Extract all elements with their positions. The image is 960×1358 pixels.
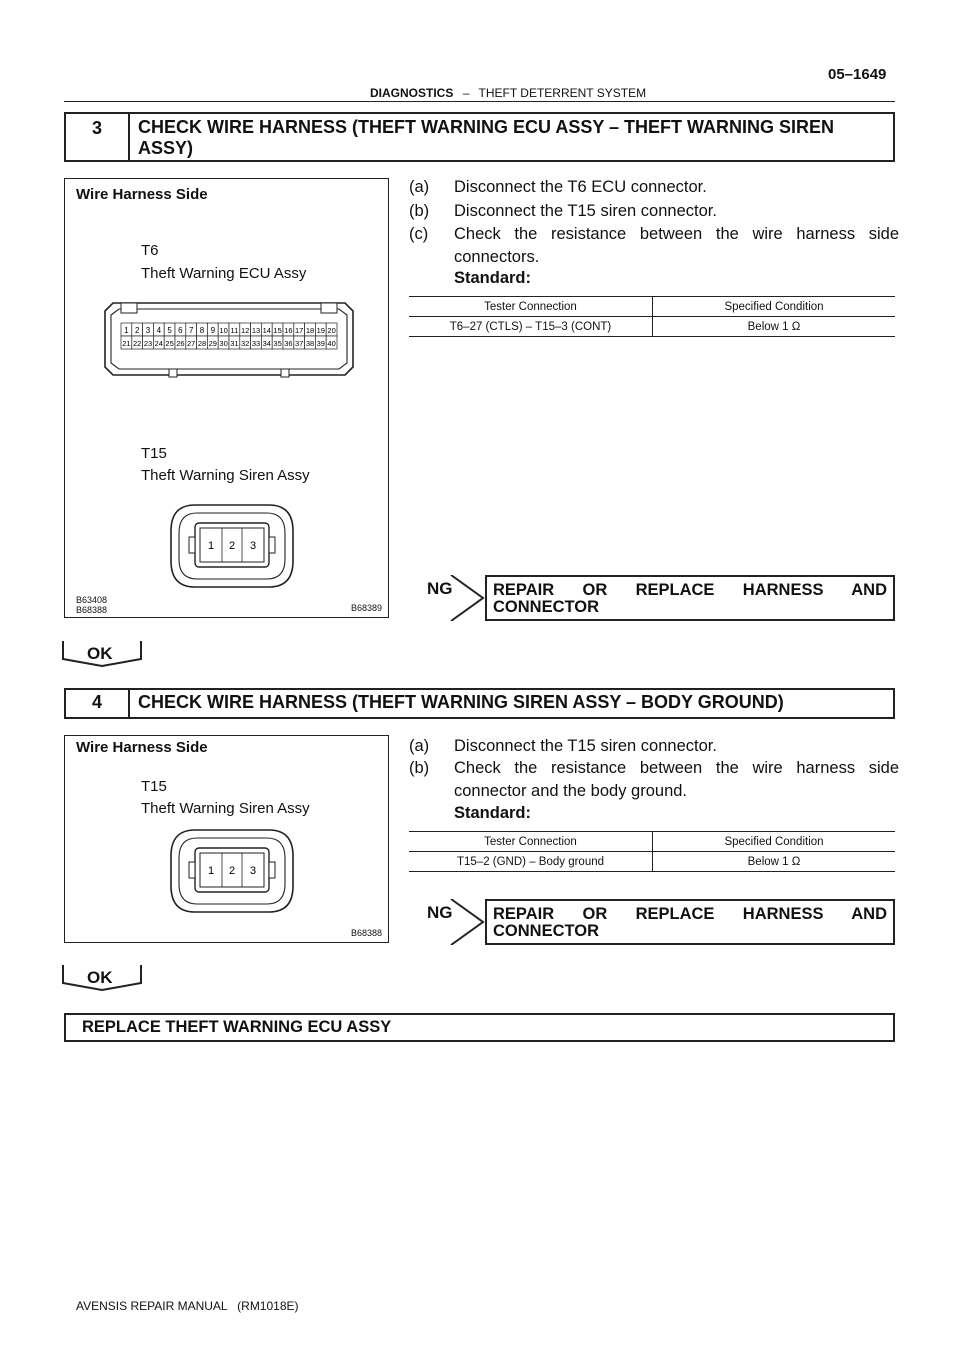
- step4-number: 4: [66, 690, 130, 717]
- step4-instruction-b: (b) Check the resistance between the wire harness side connector and the body ground.: [409, 759, 899, 800]
- page-number: 05–1649: [828, 66, 887, 83]
- t6-pin-number: 4: [156, 326, 162, 335]
- t6-pin-number: 10: [219, 326, 228, 335]
- t6-name: Theft Warning ECU Assy: [141, 265, 307, 282]
- ng-action-text: REPAIR OR REPLACE HARNESS AND CONNECTOR: [485, 899, 895, 945]
- t6-pin-number: 33: [251, 339, 261, 348]
- t6-pin-number: 40: [327, 339, 336, 348]
- t6-pin-number: 9: [210, 326, 216, 335]
- step4-standard-label: Standard:: [454, 804, 532, 822]
- t6-pin-number: 34: [262, 339, 271, 348]
- ng-label: NG: [427, 579, 453, 598]
- t15-connector-diagram-1: [167, 501, 297, 591]
- t6-pin-number: 2: [134, 326, 140, 335]
- step4-ng-box: [409, 899, 895, 945]
- ng-label: NG: [427, 903, 453, 922]
- t6-pin-number: 31: [230, 339, 239, 348]
- step3-number: 3: [66, 114, 130, 160]
- running-header: [370, 86, 646, 100]
- t15-pin-2: 2: [228, 865, 236, 877]
- step3-instruction-c: (c) Check the resistance between the wire harness side connectors.: [409, 225, 899, 266]
- t6-pin-number: 1: [124, 326, 129, 335]
- t15-pin-3: 3: [249, 865, 257, 877]
- t6-pin-number: 14: [262, 326, 271, 335]
- t6-pin-number: 23: [143, 339, 153, 348]
- ok-marker-1: [62, 641, 142, 667]
- figure-code-right: B68389: [351, 603, 383, 613]
- t6-pin-number: 17: [295, 326, 304, 335]
- step4-title: CHECK WIRE HARNESS (THEFT WARNING SIREN ASSY – BODY GROUND): [138, 692, 784, 712]
- step3-instruction-b: (b) Disconnect the T15 siren connector.: [409, 202, 717, 220]
- t6-pin-number: 21: [122, 339, 131, 348]
- ng-action-text: REPAIR OR REPLACE HARNESS AND CONNECTOR: [485, 575, 895, 621]
- ok-label: OK: [87, 644, 113, 663]
- footer-manual-title: AVENSIS REPAIR MANUAL (RM1018E): [76, 1299, 299, 1313]
- step3-title: CHECK WIRE HARNESS (THEFT WARNING ECU ASSY – THEFT WARNING SIREN ASSY): [138, 117, 835, 158]
- step3-figure: [64, 178, 389, 618]
- step3-title-box: [64, 112, 895, 162]
- t15-pin-1: 1: [207, 540, 215, 552]
- t6-pin-number: 11: [230, 326, 239, 335]
- t6-pin-number: 32: [241, 339, 250, 348]
- t6-pin-number: 35: [273, 339, 282, 348]
- ok-label: OK: [87, 968, 113, 987]
- t6-pin-number: 15: [273, 326, 282, 335]
- t6-pin-number: 16: [284, 326, 293, 335]
- t6-pin-number: 13: [251, 326, 261, 335]
- figure-code-left-1: B63408: [76, 595, 108, 605]
- t6-pin-number: 25: [165, 339, 174, 348]
- step3-standard-label: Standard:: [454, 269, 532, 287]
- t15-name: Theft Warning Siren Assy: [141, 800, 310, 817]
- t6-pin-number: 3: [145, 326, 151, 335]
- t6-pin-number: 18: [305, 326, 315, 335]
- t6-pin-number: 27: [187, 339, 196, 348]
- spec-cell: T15–2 (GND) – Body ground: [409, 852, 653, 872]
- step4-title-box: [64, 688, 895, 719]
- t6-pin-number: 28: [197, 339, 207, 348]
- spec-header-connection: Tester Connection: [409, 297, 653, 317]
- spec-header-connection: Tester Connection: [409, 832, 653, 852]
- spec-cell: Below 1 Ω: [653, 317, 896, 337]
- t6-pin-number: 22: [133, 339, 142, 348]
- step4-figure: [64, 735, 389, 943]
- header-rule: [64, 101, 895, 102]
- figure-code-right: B68388: [351, 928, 383, 938]
- t6-pin-number: 20: [327, 326, 336, 335]
- t6-pin-number: 24: [154, 339, 163, 348]
- t6-pin-number: 29: [208, 339, 217, 348]
- step3-ng-box: [409, 575, 895, 621]
- spec-header-condition: Specified Condition: [653, 297, 896, 317]
- t15-name: Theft Warning Siren Assy: [141, 467, 310, 484]
- t6-code: T6: [141, 242, 159, 259]
- t15-pin-1: 1: [207, 865, 215, 877]
- t15-code: T15: [141, 445, 167, 462]
- header-separator: –: [462, 86, 470, 100]
- t6-pin-number: 19: [316, 326, 325, 335]
- t6-pin-number: 5: [167, 326, 172, 335]
- t15-code: T15: [141, 778, 167, 795]
- figure-code-left-2: B68388: [76, 605, 108, 615]
- t6-pin-number: 26: [176, 339, 185, 348]
- ok-marker-2: [62, 965, 142, 991]
- spec-header-condition: Specified Condition: [653, 832, 896, 852]
- t6-pin-number: 8: [199, 326, 205, 335]
- ng-arrow: [409, 575, 485, 621]
- t6-pin-number: 30: [219, 339, 228, 348]
- t6-pin-number: 12: [241, 326, 250, 335]
- wire-harness-side-label: Wire Harness Side: [76, 739, 208, 756]
- t15-pin-3: 3: [249, 540, 257, 552]
- t6-pin-number: 36: [284, 339, 293, 348]
- step4-spec-table: [409, 831, 895, 872]
- t6-pin-number: 38: [305, 339, 315, 348]
- step3-instruction-a: (a) Disconnect the T6 ECU connector.: [409, 178, 707, 196]
- header-section: DIAGNOSTICS: [370, 86, 454, 100]
- t6-pin-grid: [121, 323, 337, 349]
- step4-instruction-a: (a) Disconnect the T15 siren connector.: [409, 737, 717, 755]
- t6-pin-number: 7: [188, 326, 194, 335]
- t6-pin-number: 6: [178, 326, 183, 335]
- t6-connector-diagram: [99, 297, 359, 387]
- t15-pin-2: 2: [228, 540, 236, 552]
- spec-cell: Below 1 Ω: [653, 852, 896, 872]
- final-action-box: REPLACE THEFT WARNING ECU ASSY: [64, 1013, 895, 1042]
- t6-pin-number: 37: [295, 339, 304, 348]
- wire-harness-side-label: Wire Harness Side: [76, 186, 208, 203]
- ng-arrow: [409, 899, 485, 945]
- t6-pin-number: 39: [316, 339, 325, 348]
- header-subsection: THEFT DETERRENT SYSTEM: [478, 86, 647, 100]
- t15-connector-diagram-2: [167, 826, 297, 916]
- spec-cell: T6–27 (CTLS) – T15–3 (CONT): [409, 317, 653, 337]
- step3-spec-table: [409, 296, 895, 337]
